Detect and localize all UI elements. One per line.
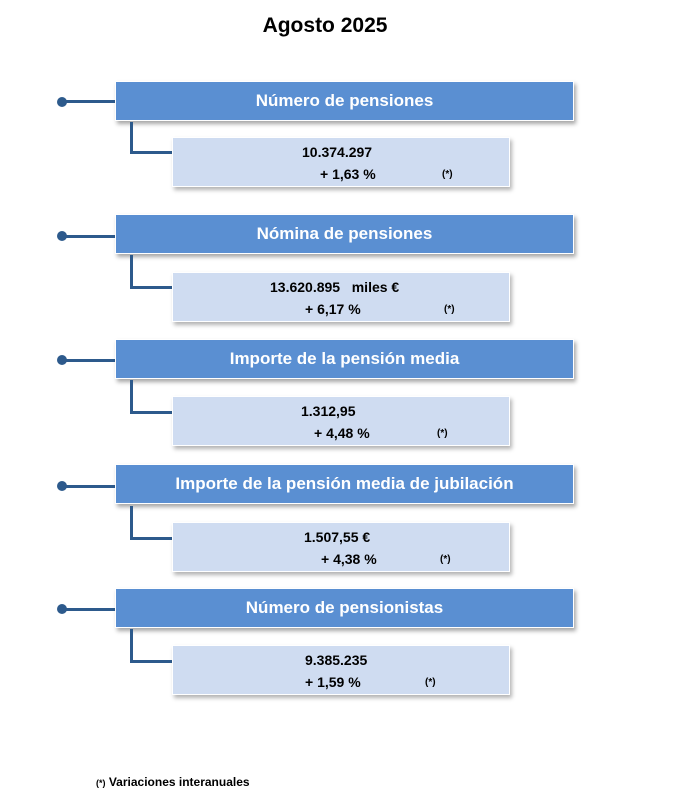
section-header: Importe de la pensión media <box>115 339 574 379</box>
footnote-text: Variaciones interanuales <box>105 775 250 789</box>
connector-line <box>130 660 173 663</box>
connector-line <box>130 286 173 289</box>
section-header: Importe de la pensión media de jubilación <box>115 464 574 504</box>
variation-value: + 4,38 % <box>321 551 377 567</box>
connector-line <box>66 359 116 362</box>
main-value: 13.620.895 miles € <box>270 279 400 295</box>
connector-line <box>130 629 133 662</box>
footnote-mark: (*) <box>96 778 106 788</box>
connector-line <box>130 122 133 154</box>
connector-line <box>66 485 116 488</box>
value-box <box>172 522 510 572</box>
connector-line <box>130 255 133 288</box>
value-box <box>172 272 510 322</box>
main-value: 1.312,95 <box>301 403 356 419</box>
connector-line <box>130 537 173 540</box>
section-header: Número de pensiones <box>115 81 574 121</box>
main-value: 10.374.297 <box>302 144 373 160</box>
connector-line <box>66 608 116 611</box>
variation-value: + 4,48 % <box>314 425 370 441</box>
note-mark: (*) <box>440 554 451 565</box>
connector-line <box>130 151 173 154</box>
note-mark: (*) <box>442 169 453 180</box>
value-box <box>172 396 510 446</box>
footnote <box>96 775 250 789</box>
main-value: 1.507,55 € <box>304 529 371 545</box>
variation-value: + 6,17 % <box>305 301 361 317</box>
note-mark: (*) <box>437 428 448 439</box>
value-box <box>172 137 510 187</box>
connector-line <box>130 506 133 539</box>
note-mark: (*) <box>425 677 436 688</box>
variation-value: + 1,63 % <box>320 166 376 182</box>
connector-line <box>66 235 116 238</box>
connector-line <box>66 100 116 103</box>
connector-line <box>130 411 173 414</box>
main-value: 9.385.235 <box>305 652 368 668</box>
value-box <box>172 645 510 695</box>
page-title: Agosto 2025 <box>262 14 388 37</box>
variation-value: + 1,59 % <box>305 674 361 690</box>
connector-line <box>130 380 133 413</box>
note-mark: (*) <box>444 304 455 315</box>
section-header: Nómina de pensiones <box>115 214 574 254</box>
section-header: Número de pensionistas <box>115 588 574 628</box>
